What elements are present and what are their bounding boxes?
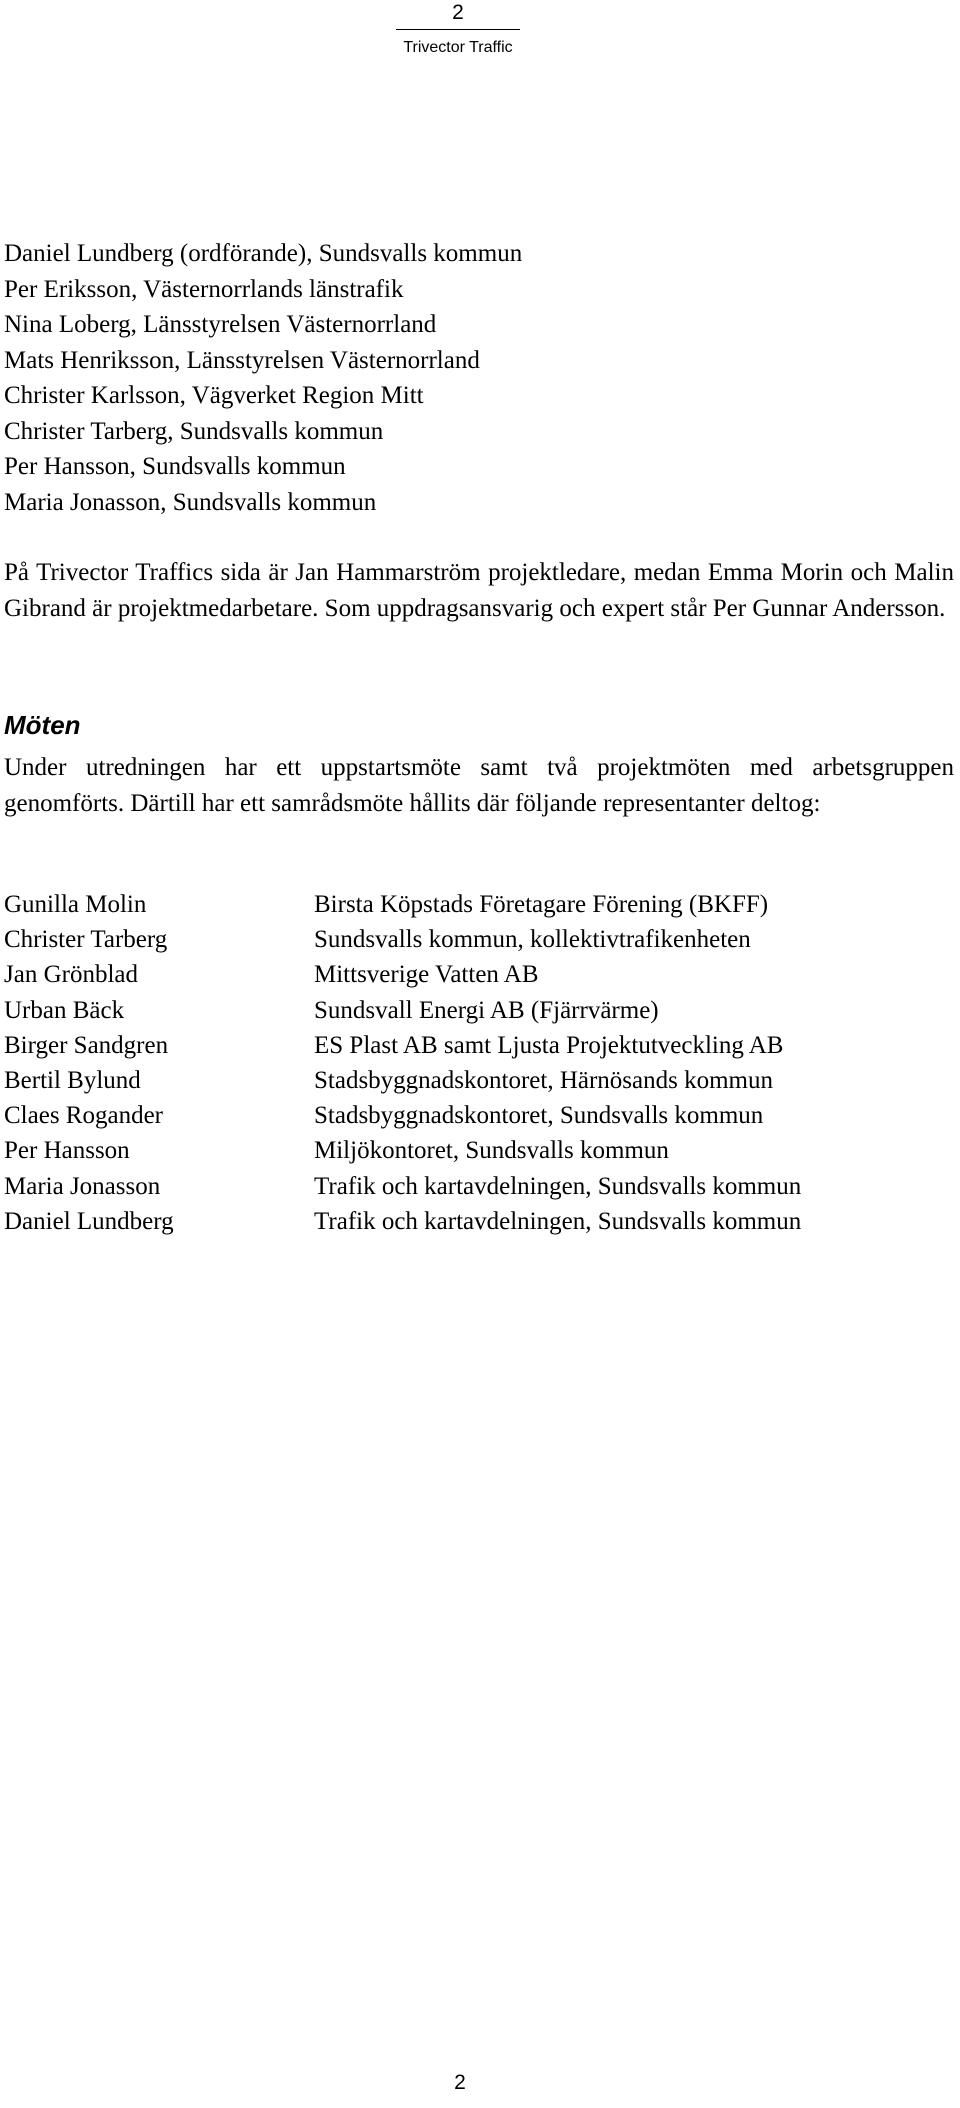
member-item: Per Hansson, Sundsvalls kommun: [4, 453, 346, 480]
header-rule: [396, 29, 520, 30]
attendee-name: Bertil Bylund: [4, 1067, 141, 1095]
attendee-row: [4, 957, 801, 992]
attendee-row: [4, 1098, 801, 1133]
attendee-name: Claes Rogander: [4, 1102, 163, 1130]
member-item: Christer Tarberg, Sundsvalls kommun: [4, 417, 384, 445]
attendee-row: [4, 922, 801, 957]
attendee-organization: Birsta Köpstads Företagare Förening (BKFF): [314, 891, 769, 918]
member-item: Mats Henriksson, Länsstyrelsen Västernorrland: [4, 346, 480, 374]
attendee-name: Christer Tarberg: [4, 926, 168, 954]
attendee-name: Birger Sandgren: [4, 1031, 169, 1059]
member-item: Christer Karlsson, Vägverket Region Mitt: [4, 382, 424, 409]
running-title: Trivector Traffic: [403, 39, 513, 56]
attendee-organization: Miljökontoret, Sundsvalls kommun: [314, 1137, 669, 1165]
attendee-name: Maria Jonasson: [4, 1172, 161, 1200]
intro-paragraph: På Trivector Traffics sida är Jan Hammarström projektledare, medan Emma Morin och Malin Gibrand är projektmedarbetare. Som uppdragsansvarig och expert står Per Gunnar Andersson.: [4, 559, 954, 622]
footer-page-number: 2: [454, 2071, 466, 2094]
attendee-row: [4, 1169, 801, 1204]
attendee-organization: Sundsvalls kommun, kollektivtrafikenheten: [314, 926, 751, 954]
header-page-number: 2: [452, 1, 464, 24]
member-item: Per Eriksson, Västernorrlands länstrafik: [4, 275, 404, 303]
attendee-row: [4, 1063, 801, 1098]
attendee-name: Gunilla Molin: [4, 891, 147, 918]
attendee-organization: Stadsbyggnadskontoret, Härnösands kommun: [314, 1067, 773, 1095]
attendee-name: Per Hansson: [4, 1137, 130, 1165]
working-group-list: [4, 236, 522, 520]
attendee-row: [4, 1204, 801, 1239]
attendee-organization: Stadsbyggnadskontoret, Sundsvalls kommun: [314, 1102, 764, 1130]
meetings-paragraph: Under utredningen har ett uppstartsmöte samt två projektmöten med arbetsgruppen genomförts. Därtill har ett samrådsmöte hållits där följande representanter deltog:: [4, 754, 954, 817]
attendee-row: [4, 887, 801, 922]
attendee-name: Urban Bäck: [4, 996, 125, 1024]
member-item: Nina Loberg, Länsstyrelsen Västernorrland: [4, 311, 437, 338]
attendee-row: [4, 993, 801, 1028]
attendee-row: [4, 1028, 801, 1063]
attendee-name: Daniel Lundberg: [4, 1207, 174, 1235]
attendees-table: [4, 887, 801, 1239]
attendee-organization: Trafik och kartavdelningen, Sundsvalls kommun: [314, 1207, 802, 1235]
attendee-name: Jan Grönblad: [4, 961, 138, 989]
attendee-row: [4, 1133, 801, 1168]
page-header: [396, 0, 520, 58]
attendee-organization: ES Plast AB samt Ljusta Projektutveckling AB: [314, 1031, 784, 1059]
section-heading-meetings: Möten: [4, 710, 81, 740]
member-item: Daniel Lundberg (ordförande), Sundsvalls kommun: [4, 240, 523, 267]
attendee-organization: Trafik och kartavdelningen, Sundsvalls kommun: [314, 1172, 802, 1200]
attendee-organization: Mittsverige Vatten AB: [314, 961, 539, 989]
member-item: Maria Jonasson, Sundsvalls kommun: [4, 488, 377, 516]
attendee-organization: Sundsvall Energi AB (Fjärrvärme): [314, 996, 659, 1024]
